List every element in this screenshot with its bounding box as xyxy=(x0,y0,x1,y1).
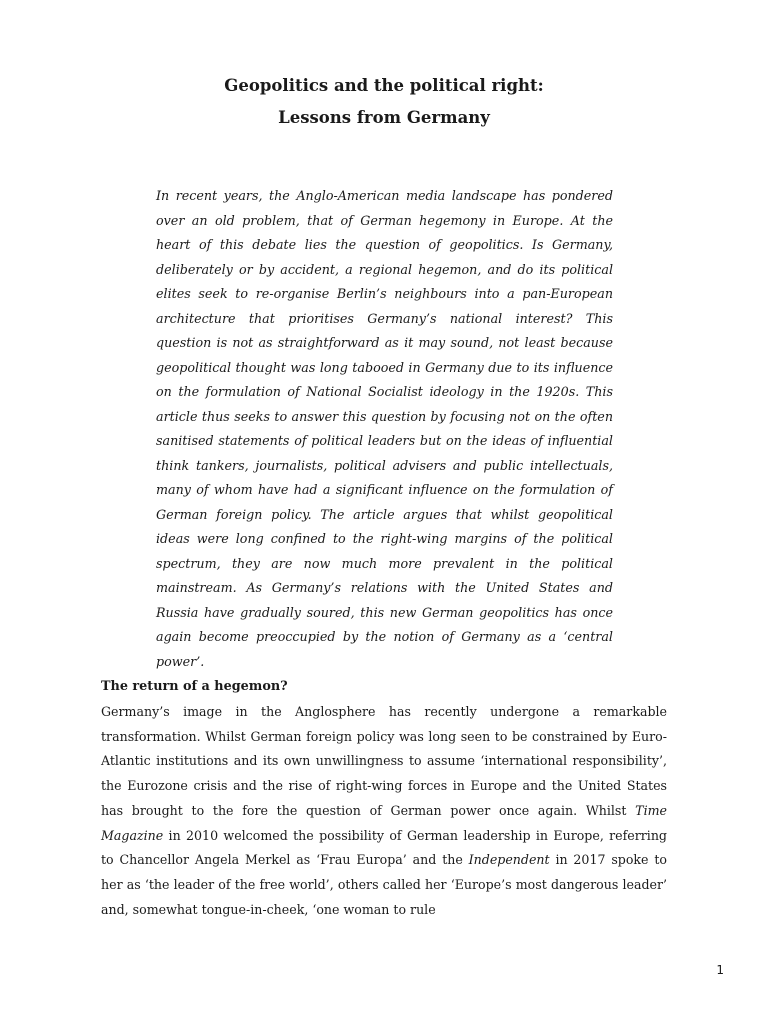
body-italic-time-magazine: Time Magazine xyxy=(101,802,667,843)
body-paragraph xyxy=(101,700,667,922)
title-line-1: Geopolitics and the political right: xyxy=(224,76,544,95)
body-text-part-3: in 2017 spoke to her as ‘the leader of the free world’, others called her ‘Europe’s most dangerous leader’ and, somewhat tongue-in-cheek, ‘one woman to rule xyxy=(101,852,667,917)
body-text-part-2: in 2010 welcomed the possibility of German leadership in Europe, referring to Chancellor Angela Merkel as ‘Frau Europa’ and the xyxy=(101,827,667,868)
abstract: In recent years, the Anglo-American media landscape has pondered over an old problem, that of German hegemony in Europe. At the heart of this debate lies the question of geopolitics. Is Germany, deliberately or by accident, a regional hegemon, and do its political elites seek to re-organise Berlin’s neighbours into a pan-European architecture that prioritises Germany’s national interest? This question is not as straightforward as it may sound, not least because geopolitical thought was long tabooed in Germany due to its influence on the formulation of National Socialist ideology in the 1920s. This article thus seeks to answer this question by focusing not on the often sanitised statements of political leaders but on the ideas of influential think tankers, journalists, political advisers and public intellectuals, many of whom have had a significant influence on the formulation of German foreign policy. The article argues that whilst geopolitical ideas were long confined to the right-wing margins of the political spectrum, they are now much more prevalent in the political mainstream. As Germany’s relations with the United States and Russia have gradually soured, this new German geopolitics has once again become preoccupied by the notion of Germany as a ‘central power’. xyxy=(156,188,613,669)
body-italic-independent: Independent xyxy=(468,852,550,868)
page-number: 1 xyxy=(716,963,724,977)
title-line-2: Lessons from Germany xyxy=(278,108,490,127)
body-text-part-1: Germany’s image in the Anglosphere has recently undergone a remarkable transformation. Whilst German foreign policy was long seen to be constrained by Euro-Atlantic institutions and its own unwillingness to assume ‘international responsibility’, the Eurozone crisis and the rise of right-wing forces in Europe and the United States has brought to the fore the question of German power once again. Whilst xyxy=(101,704,667,818)
section-heading: The return of a hegemon? xyxy=(101,679,288,694)
